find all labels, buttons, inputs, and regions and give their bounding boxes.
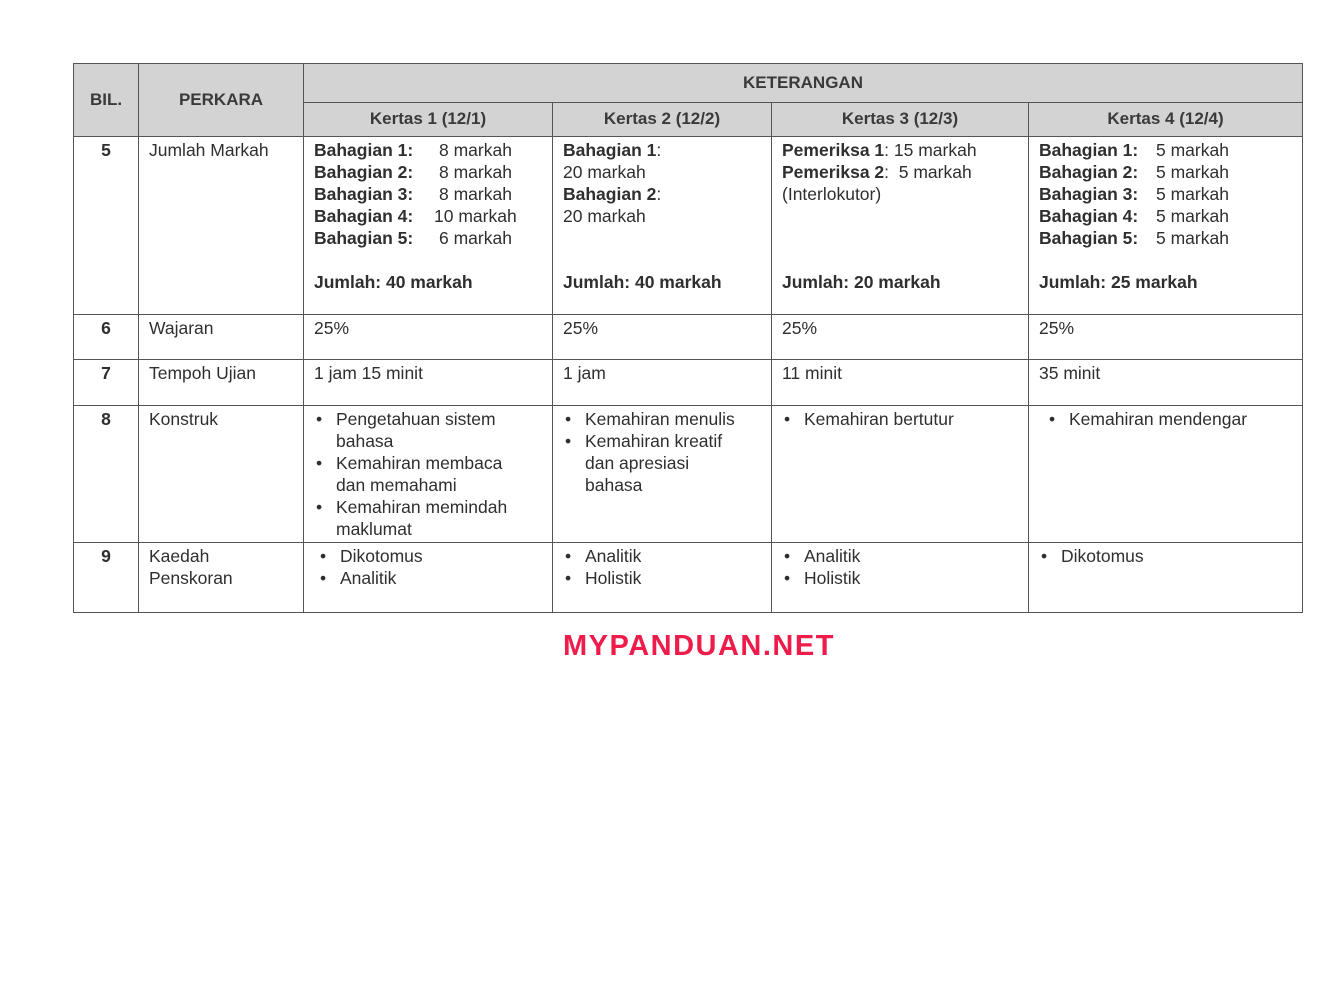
- list-item: • Analitik: [318, 567, 544, 589]
- cell-kertas-2: Bahagian 1: 20 markah Bahagian 2: 20 markah Jumlah: 40 markah: [553, 137, 772, 315]
- cell-kertas-4: [1029, 137, 1303, 315]
- cell-kertas-4: 35 minit: [1029, 360, 1303, 406]
- cell-kertas-2: 1 jam: [553, 360, 772, 406]
- total-line: Jumlah: 40 markah: [563, 272, 722, 292]
- list-item: • Dikotomus: [318, 545, 544, 567]
- total-line: Jumlah: 40 markah: [314, 272, 473, 292]
- cell-kertas-3: 11 minit: [772, 360, 1029, 406]
- specification-table: [73, 63, 1303, 613]
- mark-line: Bahagian 1: 5 markah: [1039, 140, 1229, 160]
- list-item: • Kemahiran kreatif dan apresiasi bahasa: [563, 430, 763, 496]
- table-row: [74, 406, 1303, 543]
- list-item: • Analitik: [782, 545, 1020, 567]
- mark-line: Bahagian 3: 5 markah: [1039, 184, 1229, 204]
- cell-kertas-4: [1029, 406, 1303, 543]
- row-number: 8: [74, 406, 139, 543]
- row-number: 9: [74, 543, 139, 613]
- table-row: [74, 543, 1303, 613]
- cell-kertas-3: 25%: [772, 315, 1029, 360]
- list-item: • Kemahiran memindah maklumat: [314, 496, 544, 540]
- row-item: Tempoh Ujian: [139, 360, 304, 406]
- header-kertas-2: Kertas 2 (12/2): [553, 102, 772, 136]
- header-bil: BIL.: [74, 64, 139, 137]
- site-watermark: MYPANDUAN.NET: [563, 630, 835, 662]
- total-line: Jumlah: 20 markah: [782, 272, 941, 292]
- table-row: [74, 360, 1303, 406]
- list-item: • Pengetahuan sistem bahasa: [314, 408, 544, 452]
- mark-line: Bahagian 5: 6 markah: [314, 228, 512, 248]
- cell-kertas-1: 25%: [304, 315, 553, 360]
- list-item: • Kemahiran menulis: [563, 408, 763, 430]
- row-number: 7: [74, 360, 139, 406]
- cell-kertas-2: [553, 406, 772, 543]
- row-item: Kaedah Penskoran: [139, 543, 304, 613]
- list-item: • Analitik: [563, 545, 763, 567]
- cell-kertas-2: 25%: [553, 315, 772, 360]
- cell-kertas-2: [553, 543, 772, 613]
- row-item: Konstruk: [139, 406, 304, 543]
- mark-line: Bahagian 3: 8 markah: [314, 184, 512, 204]
- mark-line: Bahagian 2: 8 markah: [314, 162, 512, 182]
- mark-line: Bahagian 1: 8 markah: [314, 140, 512, 160]
- cell-kertas-3: Pemeriksa 1: 15 markah Pemeriksa 2: 5 markah (Interlokutor) Jumlah: 20 markah: [772, 137, 1029, 315]
- header-kertas-3: Kertas 3 (12/3): [772, 102, 1029, 136]
- list-item: • Holistik: [782, 567, 1020, 589]
- header-keterangan: KETERANGAN: [304, 64, 1303, 103]
- cell-kertas-1: [304, 406, 553, 543]
- header-kertas-1: Kertas 1 (12/1): [304, 102, 553, 136]
- mark-line: Bahagian 5: 5 markah: [1039, 228, 1229, 248]
- mark-line: Bahagian 2: 5 markah: [1039, 162, 1229, 182]
- list-item: • Holistik: [563, 567, 763, 589]
- list-item: • Kemahiran bertutur: [782, 408, 1020, 430]
- table-row: [74, 137, 1303, 315]
- total-line: Jumlah: 25 markah: [1039, 272, 1198, 292]
- cell-kertas-1: 1 jam 15 minit: [304, 360, 553, 406]
- cell-kertas-4: 25%: [1029, 315, 1303, 360]
- row-number: 6: [74, 315, 139, 360]
- header-perkara: PERKARA: [139, 64, 304, 137]
- row-item: Wajaran: [139, 315, 304, 360]
- header-kertas-4: Kertas 4 (12/4): [1029, 102, 1303, 136]
- list-item: • Kemahiran membaca dan memahami: [314, 452, 544, 496]
- row-item: Jumlah Markah: [139, 137, 304, 315]
- cell-kertas-3: [772, 543, 1029, 613]
- cell-kertas-3: [772, 406, 1029, 543]
- cell-kertas-1: [304, 543, 553, 613]
- cell-kertas-4: [1029, 543, 1303, 613]
- list-item: • Dikotomus: [1039, 545, 1294, 567]
- mark-line: Bahagian 4: 10 markah: [314, 206, 517, 226]
- cell-kertas-1: [304, 137, 553, 315]
- table-row: [74, 315, 1303, 360]
- list-item: • Kemahiran mendengar: [1047, 408, 1294, 430]
- mark-line: Bahagian 4: 5 markah: [1039, 206, 1229, 226]
- row-number: 5: [74, 137, 139, 315]
